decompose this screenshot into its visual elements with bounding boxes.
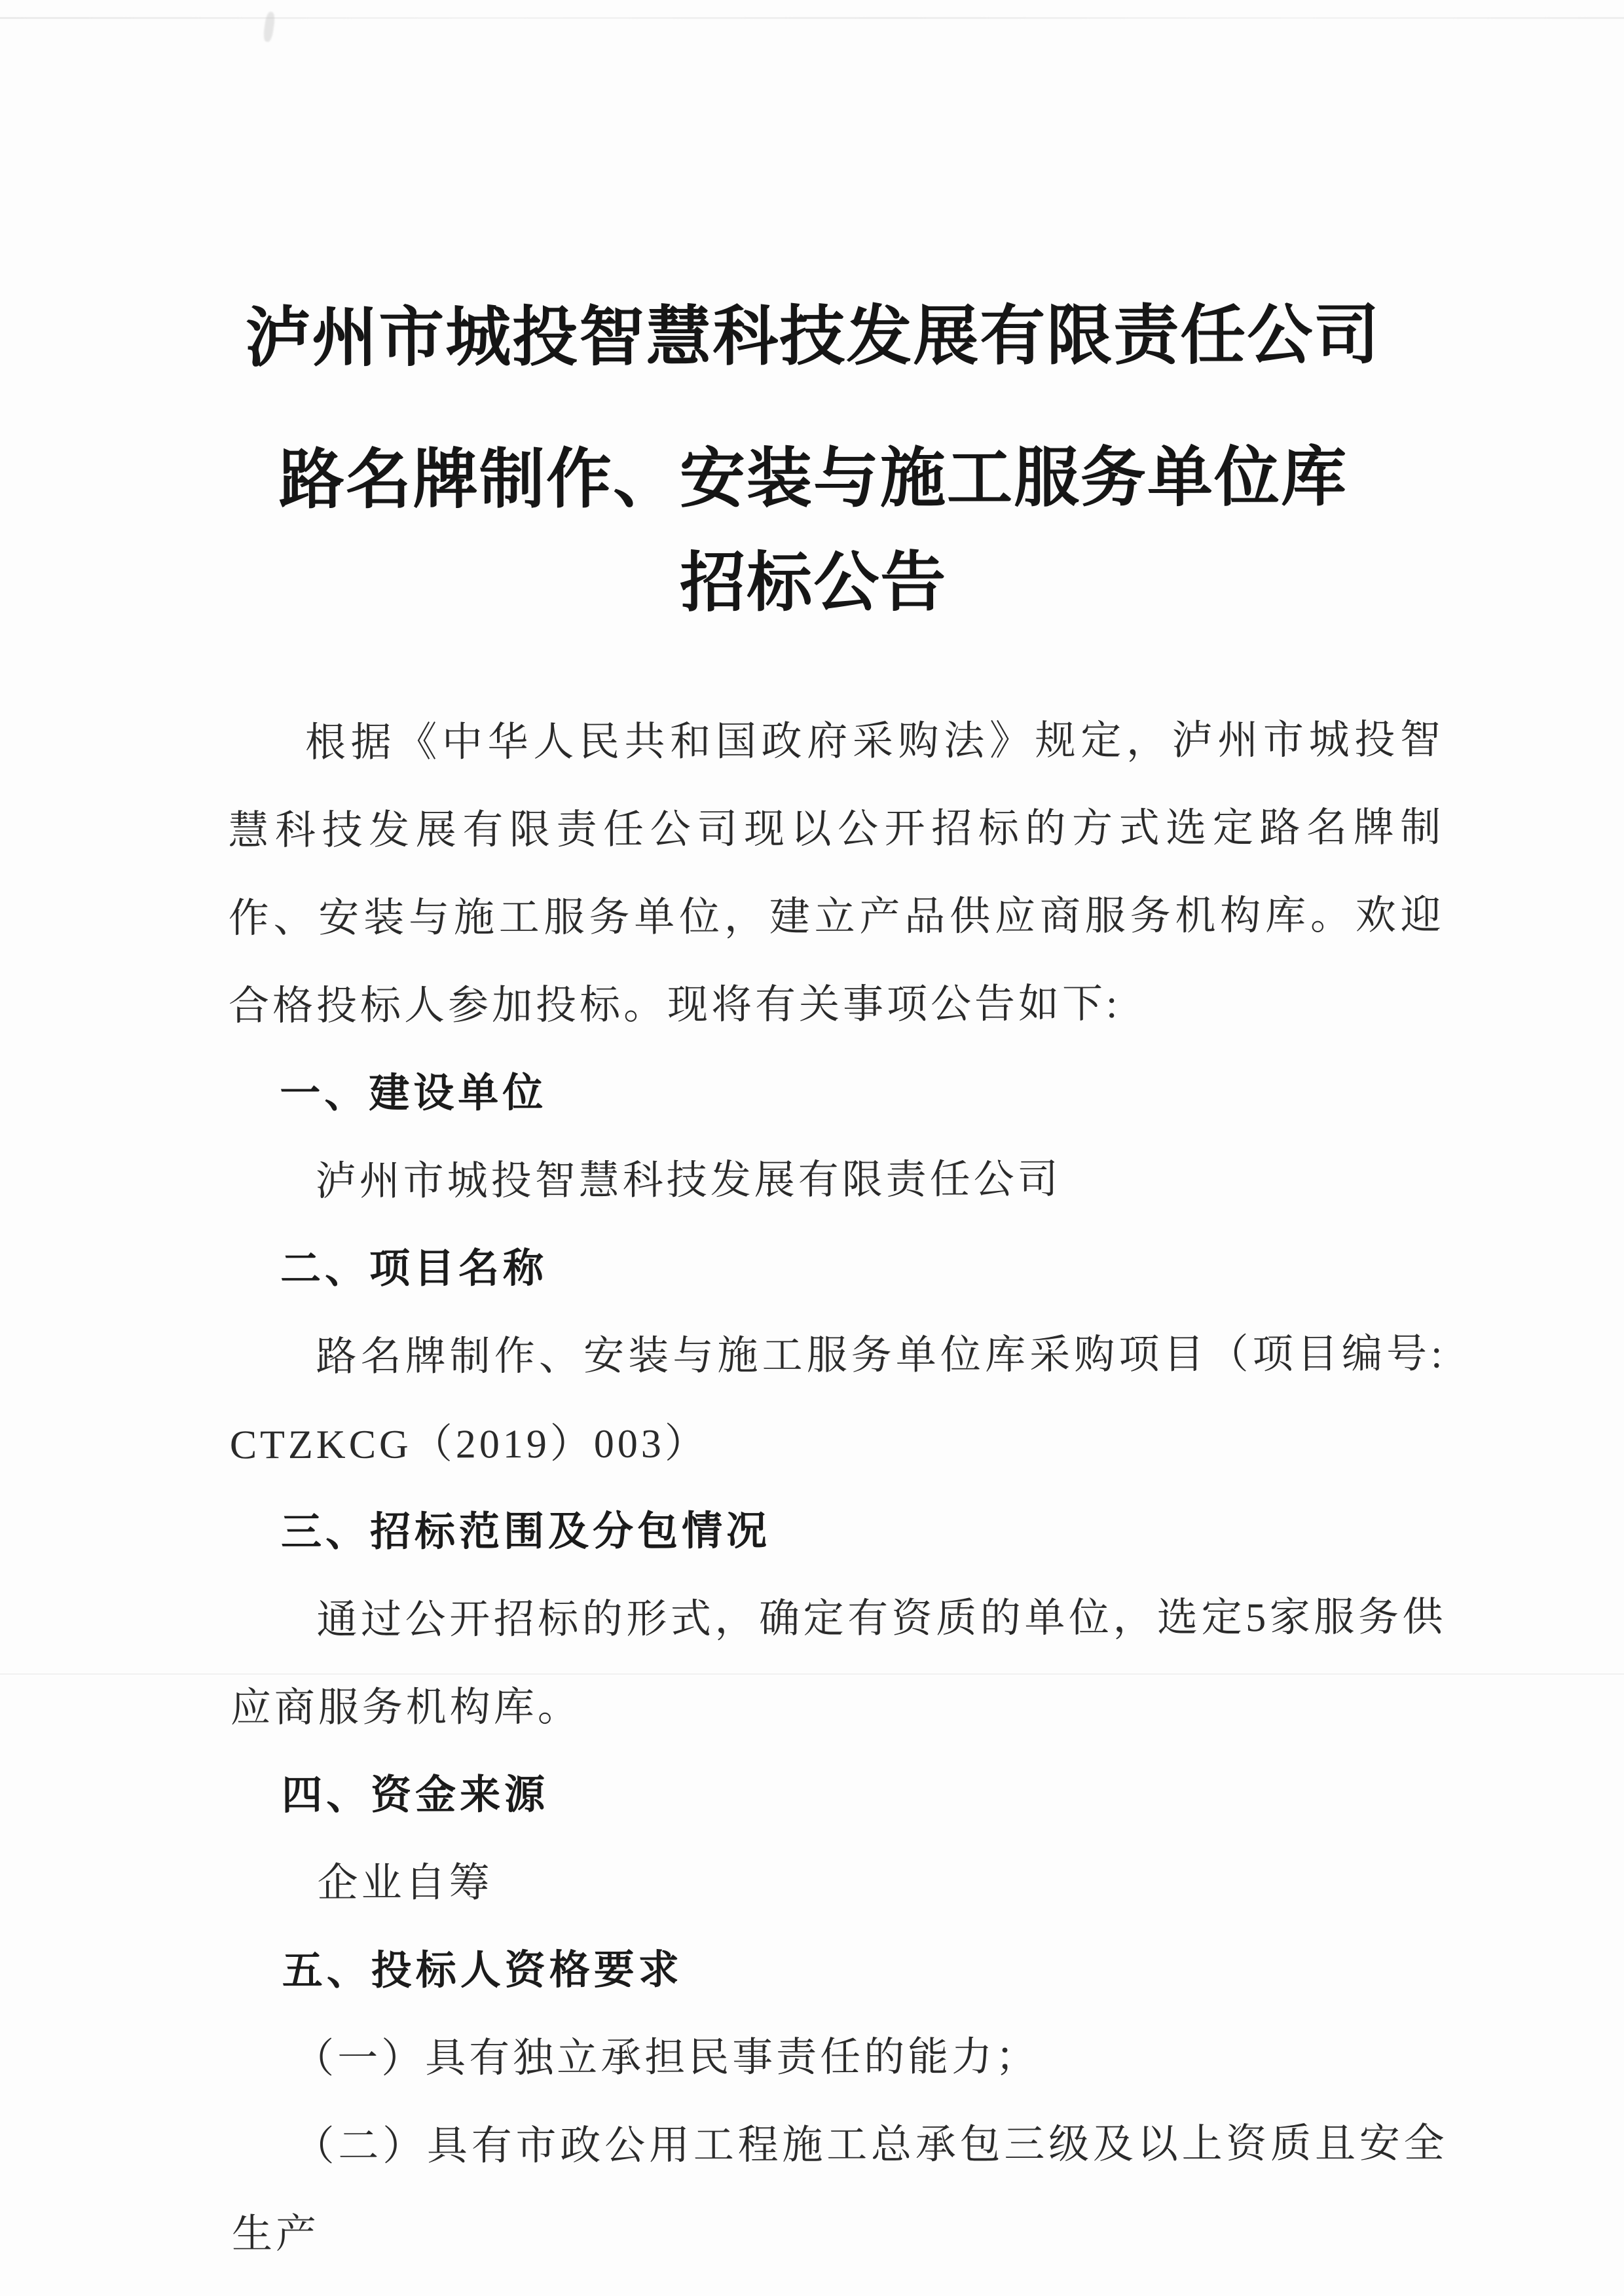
qualification-item-1: （一）具有独立承担民事责任的能力； <box>293 2035 1040 2082</box>
section-body-funding-source: 企业自筹 <box>317 1861 493 1906</box>
section-heading-bidder-qualifications: 五、投标人资格要求 <box>282 1947 683 1994</box>
section-body-construction-unit: 泸州市城投智慧科技发展有限责任公司 <box>315 1157 1061 1204</box>
section-body-project-name: 路名牌制作、安装与施工服务单位库采购项目（项目编号:CTZKCG（2019）003） <box>229 1332 1446 1468</box>
section-heading-funding-source: 四、资金来源 <box>282 1772 549 1819</box>
scan-artifact-top-edge <box>0 17 1624 19</box>
title-line-company: 泸州市城投智慧科技发展有限责任公司 <box>245 298 1381 375</box>
document-body <box>228 696 1448 2278</box>
intro-paragraph: 根据《中华人民共和国政府采购法》规定，泸州市城投智慧科技发展有限责任公司现以公开招标的方式选定路名牌制作、安装与施工服务单位，建立产品供应商服务机构库。欢迎合格投标人参加投标。现将有关事项公告如下: <box>228 718 1445 1029</box>
qualification-item-2: （二）具有市政公用工程施工总承包三级及以上资质且安全生产 <box>231 2121 1448 2257</box>
title-line-announcement: 招标公告 <box>680 545 948 620</box>
section-heading-project-name: 二、项目名称 <box>280 1246 548 1292</box>
scan-artifact-smudge <box>263 11 276 43</box>
section-heading-construction-unit: 一、建设单位 <box>280 1070 547 1117</box>
section-body-bidding-scope: 通过公开招标的形式，确定有资质的单位，选定5家服务供应商服务机构库。 <box>230 1595 1447 1731</box>
document-title-block <box>1 298 1624 620</box>
title-line-project: 路名牌制作、安装与施工服务单位库 <box>278 440 1348 517</box>
section-heading-bidding-scope: 三、招标范围及分包情况 <box>281 1508 771 1556</box>
